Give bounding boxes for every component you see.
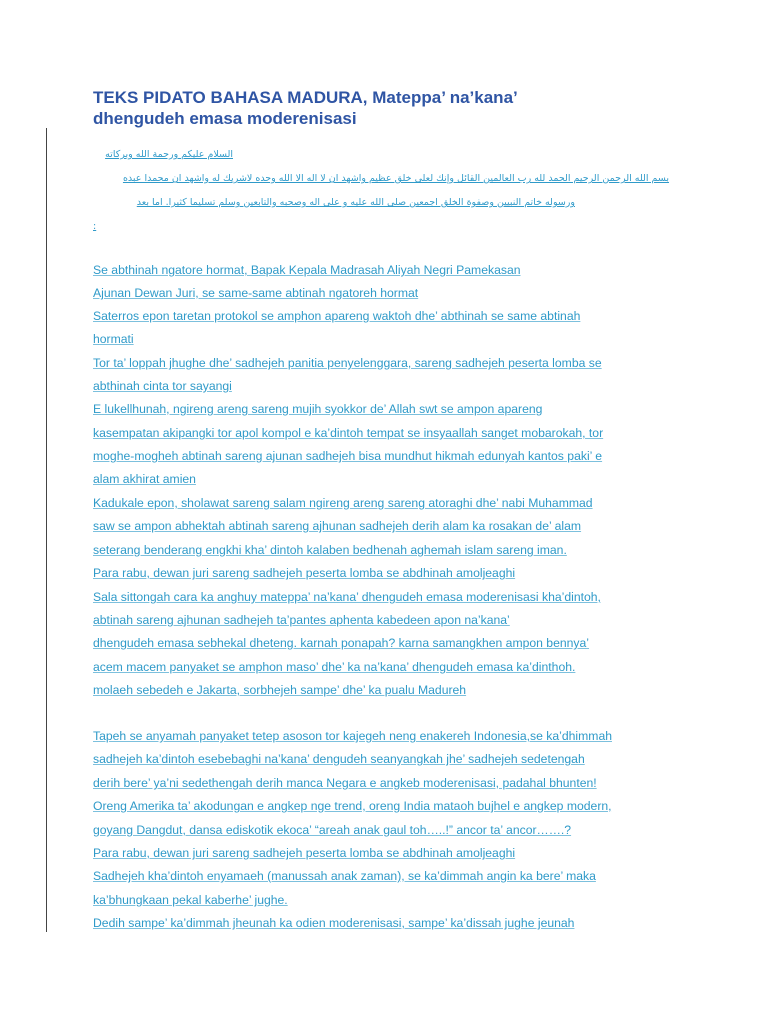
title-line-2: dhengudeh emasa moderenisasi	[93, 109, 357, 128]
paragraph-line: Tor ta’ loppah jhughe dhe’ sadhejeh panitia penyelenggara, sareng sadhejeh peserta lomba se	[93, 356, 602, 370]
document-title	[93, 87, 733, 129]
paragraph-line: Para rabu, dewan juri sareng sadhejeh peserta lomba se abdhinah amoljeaghi	[93, 566, 516, 580]
arabic-opening-line: بسم الله الرحمن الرحيم الحمد لله رب العالمين القائل وإنك لعلى خلق عظيم واشهد ان لا اله الا الله وحده لاشريك له واشهد ان محمدا عبده	[122, 173, 669, 184]
paragraph-line: sadhejeh ka’dintoh esebebaghi na’kana’ dengudeh seanyangkah jhe’ sadhejeh sedetengah	[93, 752, 585, 766]
paragraph-line: seterang benderang engkhi kha’ dintoh kalaben bedhenah aghemah islam sareng iman.	[93, 543, 567, 557]
paragraph-line: dhengudeh emasa sebhekal dheteng. karnah ponapah? karna samangkhen ampon bennya’	[93, 636, 590, 650]
paragraph-line: saw se ampon abhektah abtinah sareng ajhunan sadhejeh derih alam ka rosakan de’ alam	[93, 519, 582, 533]
paragraph-line: kasempatan akipangki tor apol kompol e ka’dintoh tempat se insyaallah sanget mobarokah, tor	[93, 426, 604, 440]
paragraph-line: acem macem panyaket se amphon maso’ dhe’ ka na’kana’ dhengudeh emasa ka’dinthoh.	[93, 660, 576, 674]
paragraph-line: Kadukale epon, sholawat sareng salam ngireng areng sareng atoraghi dhe’ nabi Muhammad	[93, 496, 593, 510]
paragraph-line: goyang Dangdut, dansa ediskotik ekoca’ “areah anak gaul toh…..!” ancor ta’ ancor…….?	[93, 823, 572, 837]
paragraph-line: Se abthinah ngatore hormat, Bapak Kepala Madrasah Aliyah Negri Pamekasan	[93, 263, 521, 277]
margin-rule	[46, 128, 47, 932]
paragraph-line: Sala sittongah cara ka anghuy mateppa’ na’kana’ dhengudeh emasa moderenisasi kha’dintoh,	[93, 590, 601, 604]
title-line-1: TEKS PIDATO BAHASA MADURA, Mateppa’ na’kana’	[93, 88, 518, 107]
paragraph-line: moghe-mogheh abtinah sareng ajunan sadhejeh bisa mundhut hikmah edunyah kantos paki’ e	[93, 449, 603, 463]
paragraph-line: abthinah cinta tor sayangi	[93, 379, 232, 393]
paragraph-line: Oreng Amerika ta’ akodungan e angkep nge trend, oreng India mataoh bujhel e angkep modern,	[93, 799, 612, 813]
arabic-greeting-line: السلام عليكم ورحمة الله وبركاته	[105, 149, 233, 160]
paragraph-line: hormati	[93, 332, 134, 346]
paragraph-line: Dedih sampe’ ka’dimmah jheunah ka odien moderenisasi, sampe’ ka’dissah jughe jeunah	[93, 916, 575, 930]
arabic-opening-line: ورسوله خاتم النبيين وصفوة الخلق اجمعين صلى الله عليه و على اله وصحبه والتابعين وسلم تسليما كثيرا. اما بعد	[136, 197, 575, 208]
paragraph-line: Saterros epon taretan protokol se amphon apareng waktoh dhe’ abthinah se same abtinah	[93, 309, 581, 323]
paragraph-line: Para rabu, dewan juri sareng sadhejeh peserta lomba se abdhinah amoljeaghi	[93, 846, 516, 860]
paragraph-line: Tapeh se anyamah panyaket tetep asoson tor kajegeh neng enakereh Indonesia,se ka’dhimmah	[93, 729, 612, 743]
paragraph-line: derih bere’ ya’ni sedethengah derih manca Negara e angkeb moderenisasi, padahal bhunten!	[93, 776, 597, 790]
arabic-colon-line: :	[93, 221, 97, 232]
paragraph-line: Ajunan Dewan Juri, se same-same abtinah ngatoreh hormat	[93, 286, 419, 300]
paragraph-line: alam akhirat amien	[93, 472, 196, 486]
paragraph-line: molaeh sebedeh e Jakarta, sorbhejeh sampe’ dhe’ ka pualu Madureh	[93, 683, 467, 697]
paragraph-line: E lukellhunah, ngireng areng sareng mujih syokkor de’ Allah swt se ampon apareng	[93, 402, 543, 416]
paragraph-line: ka’bhungkaan pekal kaberhe’ jughe.	[93, 893, 288, 907]
paragraph-line: abtinah sareng ajhunan sadhejeh ta’pantes aphenta kabedeen apon na’kana’	[93, 613, 510, 627]
paragraph-line: Sadhejeh kha’dintoh enyamaeh (manussah anak zaman), se ka’dimmah angin ka bere’ maka	[93, 869, 596, 883]
